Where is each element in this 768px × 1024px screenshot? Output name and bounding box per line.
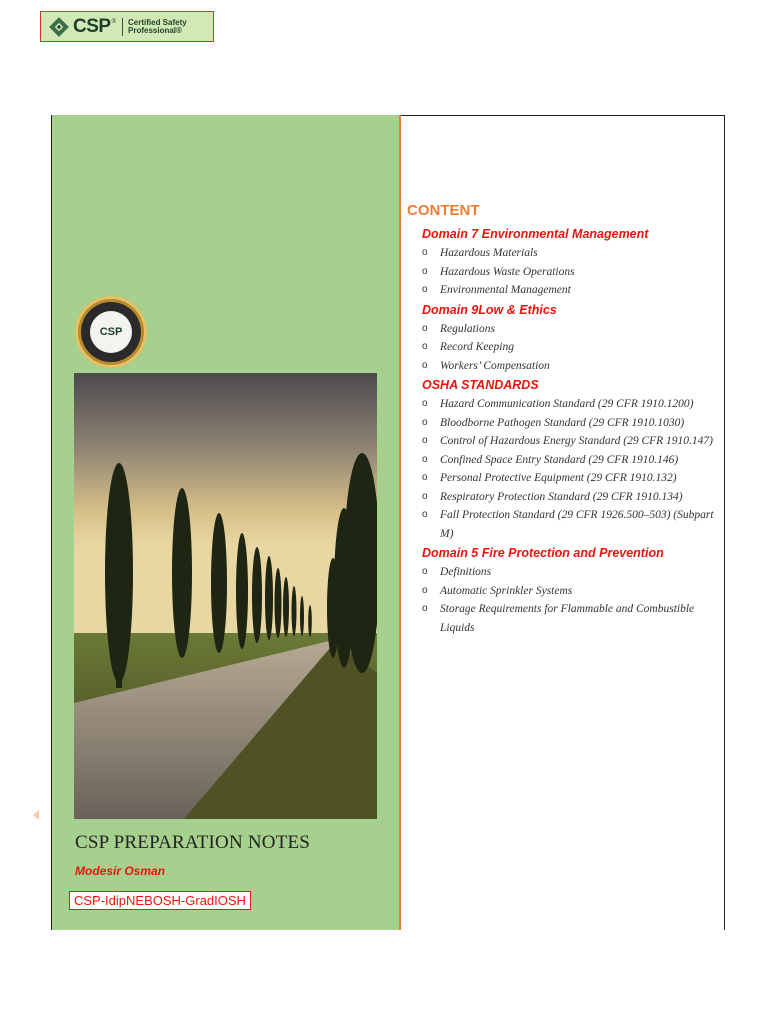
list-item: o Automatic Sprinkler Systems [422, 582, 722, 601]
list-item: o Bloodborne Pathogen Standard (29 CFR 1910.1030) [422, 414, 722, 433]
cover-title: CSP PREPARATION NOTES [75, 832, 311, 853]
seal-center: CSP [90, 311, 132, 353]
section-items [422, 395, 722, 543]
list-item: o Hazardous Materials [422, 244, 722, 263]
section-items [422, 244, 722, 300]
section-title: Domain 7 Environmental Management [422, 227, 649, 241]
logo-tagline-line1: Certified Safety [128, 17, 187, 27]
logo-tagline [128, 19, 187, 35]
list-item: o Definitions [422, 563, 722, 582]
list-item: o Hazardous Waste Operations [422, 263, 722, 282]
list-item: o Respiratory Protection Standard (29 CFR 1910.134) [422, 488, 722, 507]
list-item: o Regulations [422, 320, 722, 339]
list-item: o Storage Requirements for Flammable and Combustible Liquids [422, 600, 722, 637]
list-item: o Record Keeping [422, 338, 722, 357]
section-title: Domain 5 Fire Protection and Prevention [422, 546, 664, 560]
section-items [422, 320, 722, 376]
cypress-road-photo [74, 373, 377, 819]
csp-diamond-icon [48, 16, 70, 38]
list-item: o Personal Protective Equipment (29 CFR 1910.132) [422, 469, 722, 488]
content-heading: CONTENT [407, 202, 480, 219]
section-items [422, 563, 722, 637]
list-item: o Control of Hazardous Energy Standard (29 CFR 1910.147) [422, 432, 722, 451]
section-title: OSHA STANDARDS [422, 378, 539, 392]
csp-logo-badge [40, 11, 214, 42]
list-item: o Fall Protection Standard (29 CFR 1926.500–503) (Subpart M) [422, 506, 722, 543]
cover-credentials: CSP-IdipNEBOSH-GradIOSH [69, 891, 251, 910]
table-of-contents [422, 226, 722, 639]
logo-trademark: ® [111, 18, 116, 25]
left-arrow-icon[interactable] [33, 810, 39, 820]
csp-seal-icon [75, 296, 147, 368]
logo-brand: CSP [73, 15, 111, 37]
cover-author: Modesir Osman [75, 864, 166, 878]
list-item: o Workers’ Compensation [422, 357, 722, 376]
logo-separator [122, 18, 123, 36]
list-item: o Environmental Management [422, 281, 722, 300]
section-title: Domain 9Low & Ethics [422, 302, 557, 317]
list-item: o Hazard Communication Standard (29 CFR 1910.1200) [422, 395, 722, 414]
logo-tagline-line2: Professional® [128, 25, 182, 35]
list-item: o Confined Space Entry Standard (29 CFR 1910.146) [422, 451, 722, 470]
